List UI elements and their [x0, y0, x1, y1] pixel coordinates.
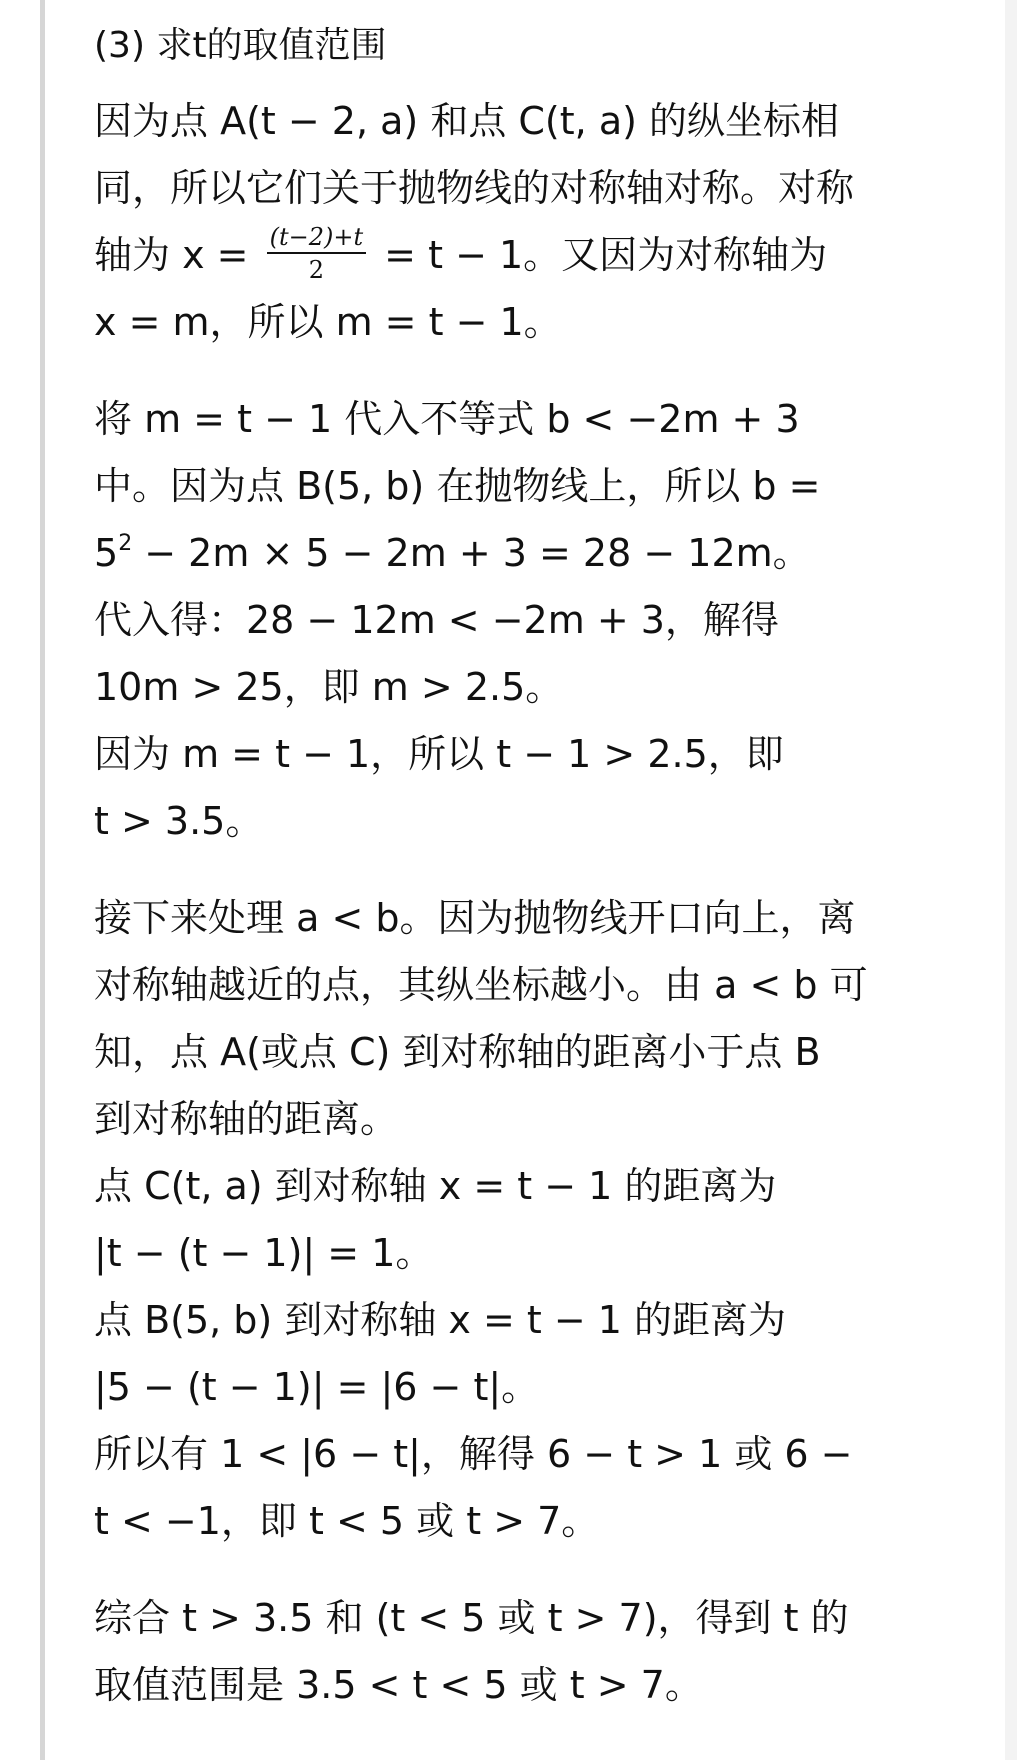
text-line-with-exponent: [94, 520, 974, 587]
text-line: 所以有 1 < |6 − t|，解得 6 − t > 1 或 6 −: [94, 1432, 853, 1476]
paragraph-conclusion: [94, 1585, 974, 1719]
paragraph-inequality: [94, 386, 974, 855]
section-heading: (3) 求t的取值范围: [94, 25, 387, 66]
text-line: 点 B(5, b) 到对称轴 x = t − 1 的距离为: [94, 1298, 787, 1342]
text-line: |t − (t − 1)| = 1。: [94, 1231, 434, 1275]
power-exponent: 2: [118, 531, 133, 556]
text-line: 中。因为点 B(5, b) 在抛物线上，所以 b =: [94, 464, 821, 508]
line-text-rest: − 2m × 5 − 2m + 3 = 28 − 12m。: [132, 531, 811, 575]
quote-left-border: [40, 0, 45, 1760]
right-edge-shade: [1005, 0, 1017, 1760]
text-line: 对称轴越近的点，其纵坐标越小。由 a < b 可: [94, 963, 868, 1007]
text-line: 接下来处理 a < b。因为抛物线开口向上，离: [94, 896, 856, 940]
solution-content: [94, 18, 974, 1749]
text-line: 10m > 25，即 m > 2.5。: [94, 665, 564, 709]
text-line: 因为点 A(t − 2, a) 和点 C(t, a) 的纵坐标相: [94, 99, 840, 143]
text-line: |5 − (t − 1)| = |6 − t|。: [94, 1365, 540, 1409]
text-line-with-fraction: [94, 222, 974, 289]
text-line: 点 C(t, a) 到对称轴 x = t − 1 的距离为: [94, 1164, 777, 1208]
text-line: 到对称轴的距离。: [94, 1097, 399, 1141]
power-base: 5: [94, 531, 119, 575]
text-line: t < −1，即 t < 5 或 t > 7。: [94, 1499, 600, 1543]
text-line: 将 m = t − 1 代入不等式 b < −2m + 3: [94, 397, 800, 441]
fraction: [267, 223, 367, 284]
text-line: x = m，所以 m = t − 1。: [94, 300, 562, 344]
text-line: 知，点 A(或点 C) 到对称轴的距离小于点 B: [94, 1030, 821, 1074]
fraction-denominator: 2: [308, 256, 324, 284]
text-line: 代入得：28 − 12m < −2m + 3，解得: [94, 598, 779, 642]
line-text-after: = t − 1。又因为对称轴为: [372, 233, 828, 277]
text-line: t > 3.5。: [94, 799, 264, 843]
paragraph-symmetry: [94, 88, 974, 356]
paragraph-distance: [94, 885, 974, 1555]
text-line: 综合 t > 3.5 和 (t < 5 或 t > 7)，得到 t 的: [94, 1596, 849, 1640]
text-line: 同，所以它们关于抛物线的对称轴对称。对称: [94, 166, 855, 210]
text-line: 因为 m = t − 1，所以 t − 1 > 2.5，即: [94, 732, 784, 776]
line-text-before: 轴为 x =: [94, 233, 261, 277]
text-line: 取值范围是 3.5 < t < 5 或 t > 7。: [94, 1663, 703, 1707]
fraction-numerator: (t−2)+t: [267, 223, 367, 254]
